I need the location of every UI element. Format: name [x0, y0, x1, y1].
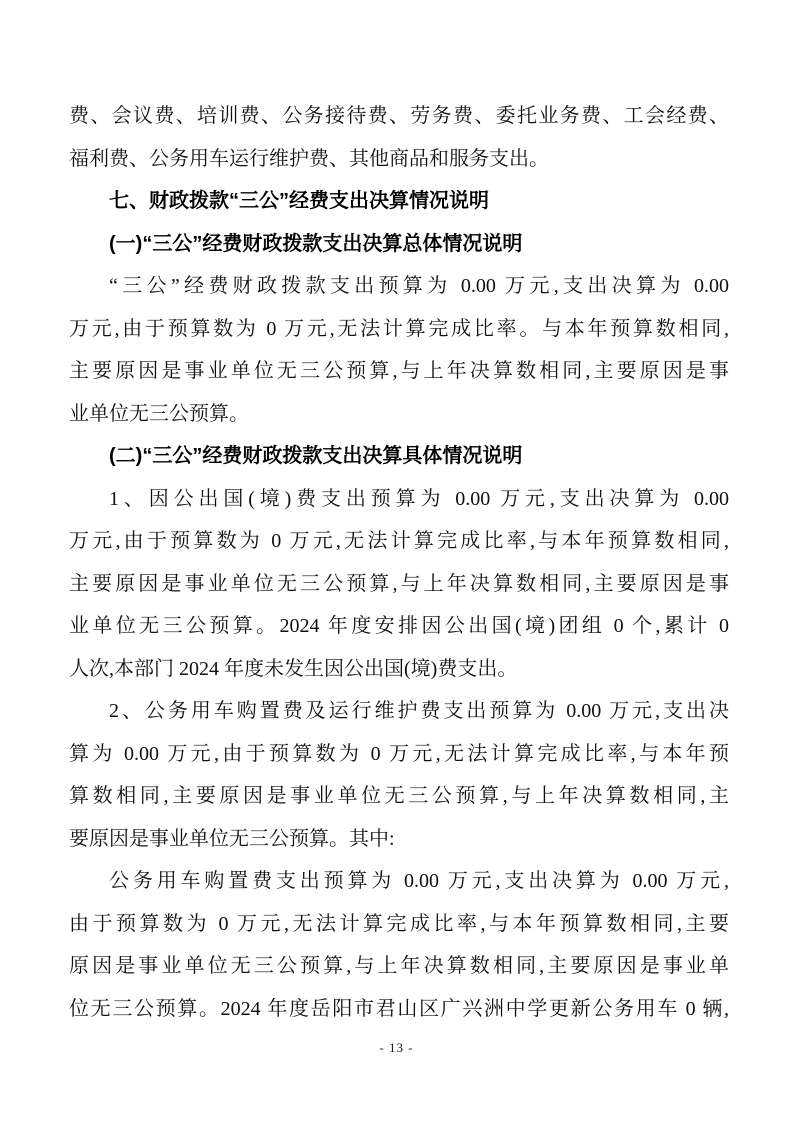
body-line: 主要原因是事业单位无三公预算,与上年决算数相同,主要原因是事: [69, 360, 729, 382]
body-line: 费、会议费、培训费、公务接待费、劳务费、委托业务费、工会经费、: [69, 105, 729, 127]
page-number: - 13 -: [379, 1040, 414, 1055]
body-line: 人次,本部门 2024 年度未发生因公出国(境)费支出。: [69, 657, 518, 680]
body-line: 算为 0.00 万元,由于预算数为 0 万元,无法计算完成比率,与本年预: [69, 742, 729, 765]
section-heading: 七、财政拨款“三公”经费支出决算情况说明: [109, 190, 489, 212]
body-line: 公务用车购置费支出预算为 0.00 万元,支出决算为 0.00 万元,: [109, 870, 729, 892]
body-line: 主要原因是事业单位无三公预算,与上年决算数相同,主要原因是事: [69, 572, 729, 595]
body-line: 由于预算数为 0 万元,无法计算完成比率,与本年预算数相同,主要: [69, 912, 729, 935]
body-line: 原因是事业单位无三公预算,与上年决算数相同,主要原因是事业单: [69, 955, 729, 977]
body-line: 万元,由于预算数为 0 万元,无法计算完成比率。与本年预算数相同,: [69, 317, 729, 340]
subsection-heading: (二)“三公”经费财政拨款支出决算具体情况说明: [109, 445, 523, 467]
body-line: 万元,由于预算数为 0 万元,无法计算完成比率,与本年预算数相同,: [69, 530, 729, 552]
body-line: 位无三公预算。2024 年度岳阳市君山区广兴洲中学更新公务用车 0 辆,: [69, 997, 729, 1020]
body-line: 业单位无三公预算。: [69, 402, 249, 425]
body-line: 2、公务用车购置费及运行维护费支出预算为 0.00 万元,支出决: [109, 700, 729, 722]
body-line: 要原因是事业单位无三公预算。其中:: [69, 827, 395, 850]
document-body: [69, 95, 729, 1030]
body-line: “三公”经费财政拨款支出预算为 0.00 万元,支出决算为 0.00: [109, 275, 729, 297]
body-line: 算数相同,主要原因是事业单位无三公预算,与上年决算数相同,主: [69, 785, 729, 807]
body-line: 业单位无三公预算。2024 年度安排因公出国(境)团组 0 个,累计 0: [69, 615, 729, 637]
body-line: 福利费、公务用车运行维护费、其他商品和服务支出。: [69, 147, 549, 170]
subsection-heading: (一)“三公”经费财政拨款支出决算总体情况说明: [109, 232, 523, 255]
body-line: 1、因公出国(境)费支出预算为 0.00 万元,支出决算为 0.00: [109, 487, 729, 510]
